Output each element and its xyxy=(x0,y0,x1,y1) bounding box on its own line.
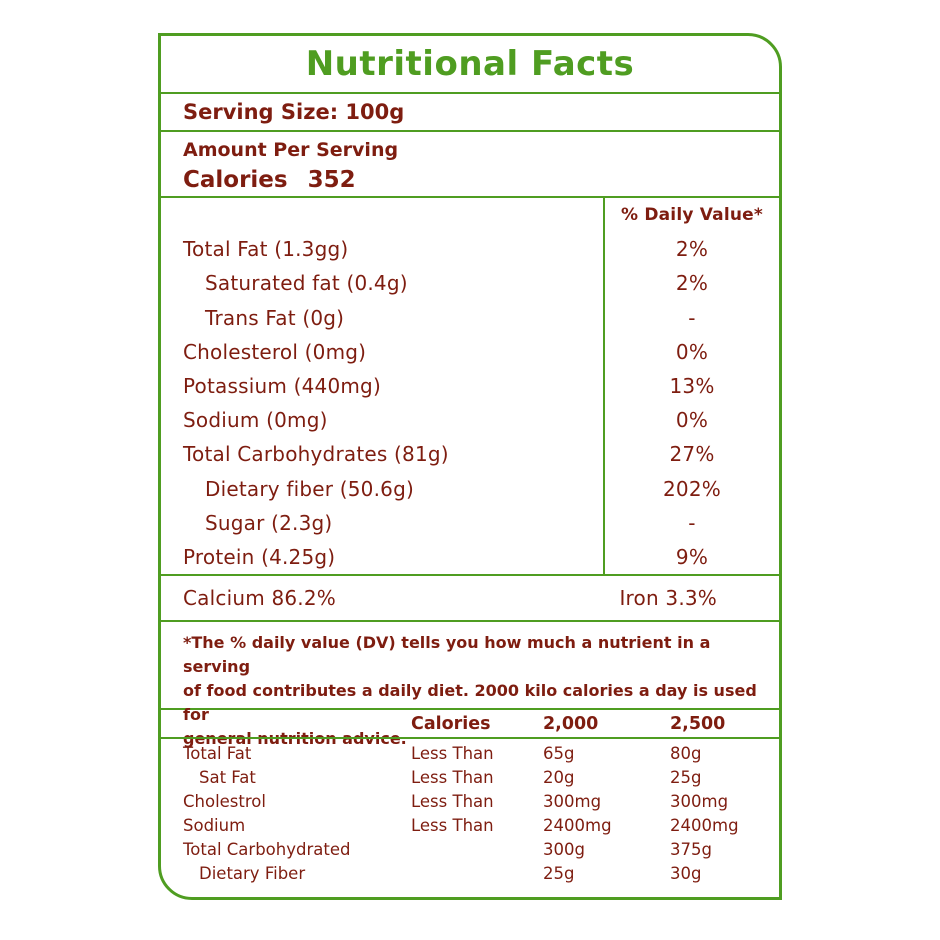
reference-value-2000: 65g xyxy=(543,743,575,763)
reference-row-total-carbohydrated xyxy=(161,840,779,859)
nutrient-daily-value: 9% xyxy=(675,544,709,569)
calories-section xyxy=(161,132,779,198)
reference-header-2500: 2,500 xyxy=(670,713,726,734)
nutrient-label: Total Fat (1.3gg) xyxy=(183,237,349,262)
page-title: Nutritional Facts xyxy=(305,44,635,84)
footnote-line: general nutrition advice. xyxy=(183,729,407,748)
nutrient-label: Total Carbohydrates (81g) xyxy=(183,442,449,467)
nutrient-daily-value: 13% xyxy=(669,373,715,398)
reference-value-2000: 2400mg xyxy=(543,815,612,835)
reference-value-2500: 300mg xyxy=(670,791,729,811)
nutrient-row-cholesterol xyxy=(161,335,779,369)
reference-value-2000: 300g xyxy=(543,839,585,859)
calories-line xyxy=(183,167,779,193)
reference-value-2500: 375g xyxy=(670,839,712,859)
reference-qualifier: Less Than xyxy=(411,767,494,787)
nutrient-daily-value: 202% xyxy=(663,476,721,501)
nutrient-row-total-fat xyxy=(161,232,779,266)
reference-label: Total Carbohydrated xyxy=(183,839,351,859)
nutrient-daily-value: 2% xyxy=(675,237,709,262)
title-section xyxy=(161,36,779,94)
reference-value-2000: 300mg xyxy=(543,791,602,811)
footnote-line: *The % daily value (DV) tells you how much a nutrient in a serving xyxy=(183,633,711,676)
minerals-section xyxy=(161,576,779,622)
nutrients-table xyxy=(161,198,779,576)
daily-value-header: % Daily Value* xyxy=(620,205,764,225)
reference-value-2500: 2400mg xyxy=(670,815,739,835)
reference-qualifier: Less Than xyxy=(411,743,494,763)
reference-value-2000: 20g xyxy=(543,767,575,787)
reference-label: Dietary Fiber xyxy=(199,863,306,883)
iron-value: Iron 3.3% xyxy=(619,586,717,610)
reference-label: Sodium xyxy=(183,815,246,835)
reference-label: Cholestrol xyxy=(183,791,266,811)
footnote-line: of food contributes a daily diet. 2000 kilo calories a day is used for xyxy=(183,681,757,724)
daily-value-divider-line xyxy=(603,198,605,574)
reference-table-body xyxy=(161,739,779,897)
nutrient-daily-value: - xyxy=(688,510,696,535)
nutrient-label: Cholesterol (0mg) xyxy=(183,339,367,364)
nutrients-header-row xyxy=(161,198,779,232)
calcium-value: Calcium 86.2% xyxy=(183,586,336,610)
nutrient-row-saturated-fat xyxy=(161,266,779,300)
nutrient-label: Saturated fat (0.4g) xyxy=(205,271,408,296)
nutrient-label: Potassium (440mg) xyxy=(183,373,381,398)
reference-row-sat-fat xyxy=(161,768,779,787)
amount-per-serving-label: Amount Per Serving xyxy=(183,139,399,161)
reference-header-2000: 2,000 xyxy=(543,713,599,734)
nutrient-row-protein xyxy=(161,540,779,574)
serving-size-text: Serving Size: 100g xyxy=(183,100,405,124)
nutrient-row-total-carbohydrates xyxy=(161,437,779,471)
reference-value-2500: 30g xyxy=(670,863,702,883)
reference-qualifier: Less Than xyxy=(411,791,494,811)
reference-label: Sat Fat xyxy=(199,767,256,787)
reference-value-2500: 25g xyxy=(670,767,702,787)
nutrient-label: Trans Fat (0g) xyxy=(205,305,345,330)
serving-size-section xyxy=(161,94,779,132)
nutrient-row-sugar xyxy=(161,506,779,540)
nutrient-label: Sugar (2.3g) xyxy=(205,510,333,535)
reference-label: Total Fat xyxy=(183,743,252,763)
nutrient-daily-value: 0% xyxy=(675,339,709,364)
reference-row-cholestrol xyxy=(161,792,779,811)
nutrient-daily-value: 27% xyxy=(669,442,715,467)
calories-label: Calories xyxy=(183,167,288,193)
nutrient-row-dietary-fiber xyxy=(161,471,779,505)
reference-row-dietary-fiber xyxy=(161,864,779,883)
nutrient-label: Dietary fiber (50.6g) xyxy=(205,476,414,501)
reference-row-total-fat xyxy=(161,744,779,763)
nutrient-label: Sodium (0mg) xyxy=(183,408,328,433)
reference-value-2500: 80g xyxy=(670,743,702,763)
nutrition-facts-label xyxy=(158,33,782,900)
reference-value-2000: 25g xyxy=(543,863,575,883)
nutrient-row-sodium xyxy=(161,403,779,437)
nutrient-row-potassium xyxy=(161,369,779,403)
reference-qualifier: Less Than xyxy=(411,815,494,835)
reference-table-header xyxy=(161,710,779,739)
nutrient-label: Protein (4.25g) xyxy=(183,544,336,569)
nutrient-row-trans-fat xyxy=(161,300,779,334)
reference-header-calories: Calories xyxy=(411,713,491,734)
calories-value: 352 xyxy=(307,167,356,193)
nutrient-daily-value: 2% xyxy=(675,271,709,296)
nutrient-daily-value: - xyxy=(688,305,696,330)
reference-row-sodium xyxy=(161,816,779,835)
nutrient-daily-value: 0% xyxy=(675,408,709,433)
